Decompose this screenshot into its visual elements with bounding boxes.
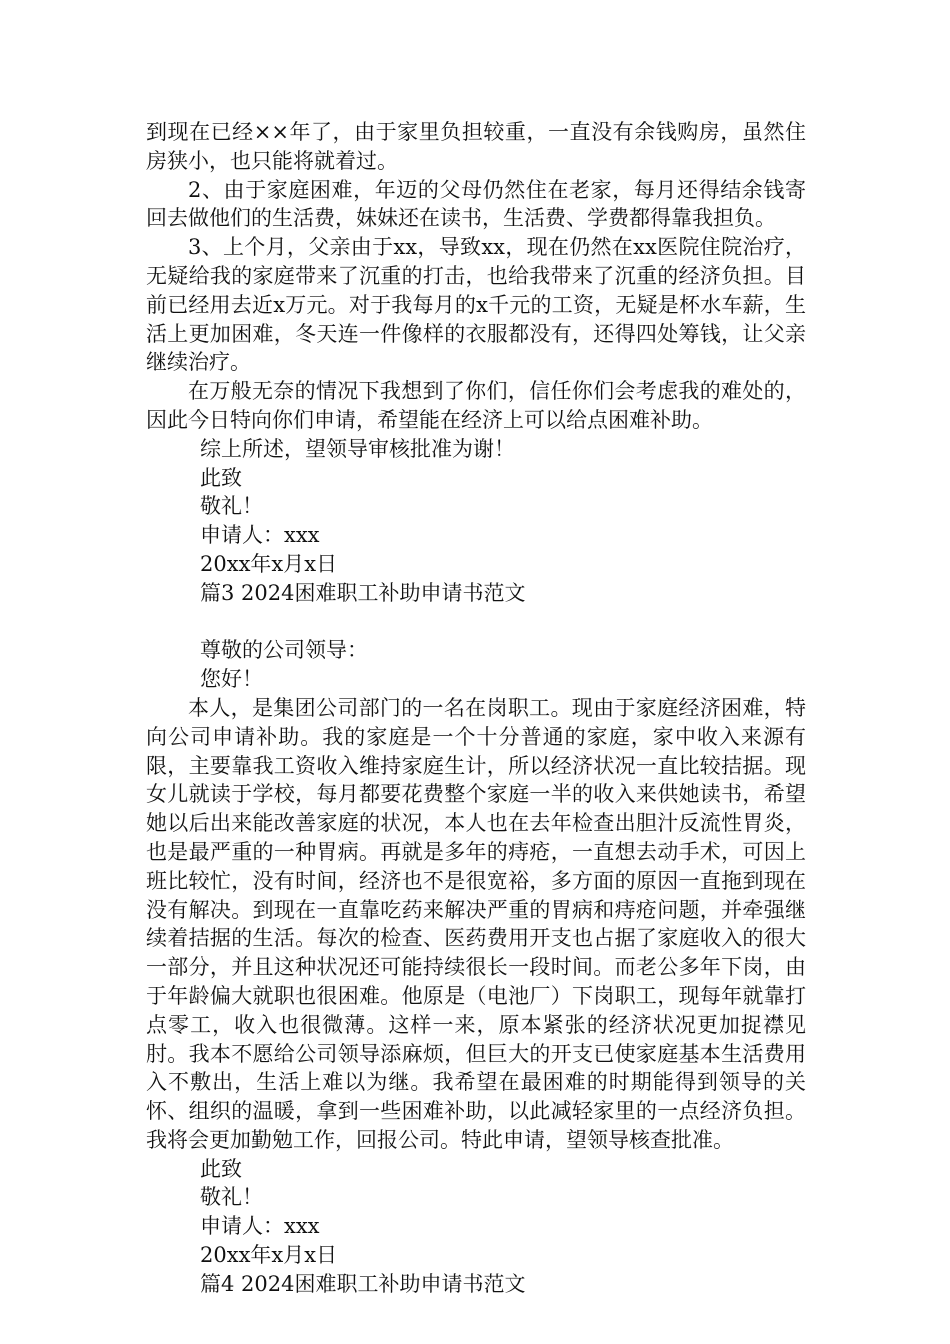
letter2-applicant: 申请人：xxx (200, 523, 320, 548)
letter3-date: 20xx年x月x日 (200, 1243, 338, 1268)
letter2-closing-cizhi: 此致 (200, 465, 242, 490)
letter3-body: 本人，是集团公司部门的一名在岗职工。现由于家庭经济困难，特向公司申请补助。我的家庭是一个十分普通的家庭，家中收入来源有限，主要靠我工资收入维持家庭生计，所以经济状况一直比较拮据。现女儿就读于学校，每月都要花费整个家庭一半的收入来供她读书，希望她以后出来能改善家庭的状况，本人也在去年检查出胆汁反流性胃炎，也是最严重的一种胃病。再就是多年的痔疮，一直想去动手术，可因上班比较忙，没有时间，经济也不是很宽裕，多方面的原因一直拖到现在没有解决。到现在一直靠吃药来解决严重的胃病和痔疮问题，并牵强继续着拮据的生活。每次的检查、医药费用开支也占据了家庭收入的很大一部分，并且这种状况还可能持续很长一段时间。而老公多年下岗，由于年龄偏大就职也很困难。他原是（电池厂）下岗职工，现每年就靠打点零工，收入也很微薄。这样一来，原本紧张的经济状况更加捉襟见肘。我本不愿给公司领导添麻烦，但巨大的开支已使家庭基本生活费用入不敷出，生活上难以为继。我希望在最困难的时期能得到领导的关怀、组织的温暖，拿到一些困难补助，以此减轻家里的一点经济负担。我将会更加勤勉工作，回报公司。特此申请，望领导核查批准。 (146, 695, 806, 1152)
blank-line (146, 608, 806, 637)
letter2-item-2: 2、由于家庭困难，年迈的父母仍然住在老家，每月还得结余钱寄回去做他们的生活费，妹妹还在读书，生活费、学费都得靠我担负。 (146, 177, 806, 231)
letter3-heading: 篇3 2024困难职工补助申请书范文 (200, 580, 526, 605)
document-page (146, 118, 806, 1299)
letter3-applicant: 申请人：xxx (200, 1214, 320, 1239)
letter2-item-3: 3、上个月，父亲由于xx，导致xx，现在仍然在xx医院住院治疗，无疑给我的家庭带来了沉重的打击，也给我带来了沉重的经济负担。目前已经用去近x万元。对于我每月的x千元的工资，无疑是杯水车薪，生活上更加困难，冬天连一件像样的衣服都没有，还得四处筹钱，让父亲继续治疗。 (146, 235, 806, 375)
letter3-closing-jingli: 敬礼！ (200, 1185, 263, 1210)
letter2-paragraph-continued: 到现在已经××年了，由于家里负担较重，一直没有余钱购房，虽然住房狭小，也只能将就着过。 (146, 120, 806, 173)
letter3-greeting: 您好！ (200, 667, 263, 692)
letter3-salutation: 尊敬的公司领导： (200, 638, 368, 663)
letter4-heading: 篇4 2024困难职工补助申请书范文 (200, 1271, 526, 1296)
letter3-closing-cizhi: 此致 (200, 1156, 242, 1181)
letter2-date: 20xx年x月x日 (200, 551, 338, 576)
letter2-summary: 综上所述，望领导审核批准为谢！ (200, 436, 515, 461)
letter2-request-paragraph: 在万般无奈的情况下我想到了你们，信任你们会考虑我的难处的，因此今日特向你们申请，希望能在经济上可以给点困难补助。 (146, 379, 806, 432)
letter2-closing-jingli: 敬礼！ (200, 494, 263, 519)
